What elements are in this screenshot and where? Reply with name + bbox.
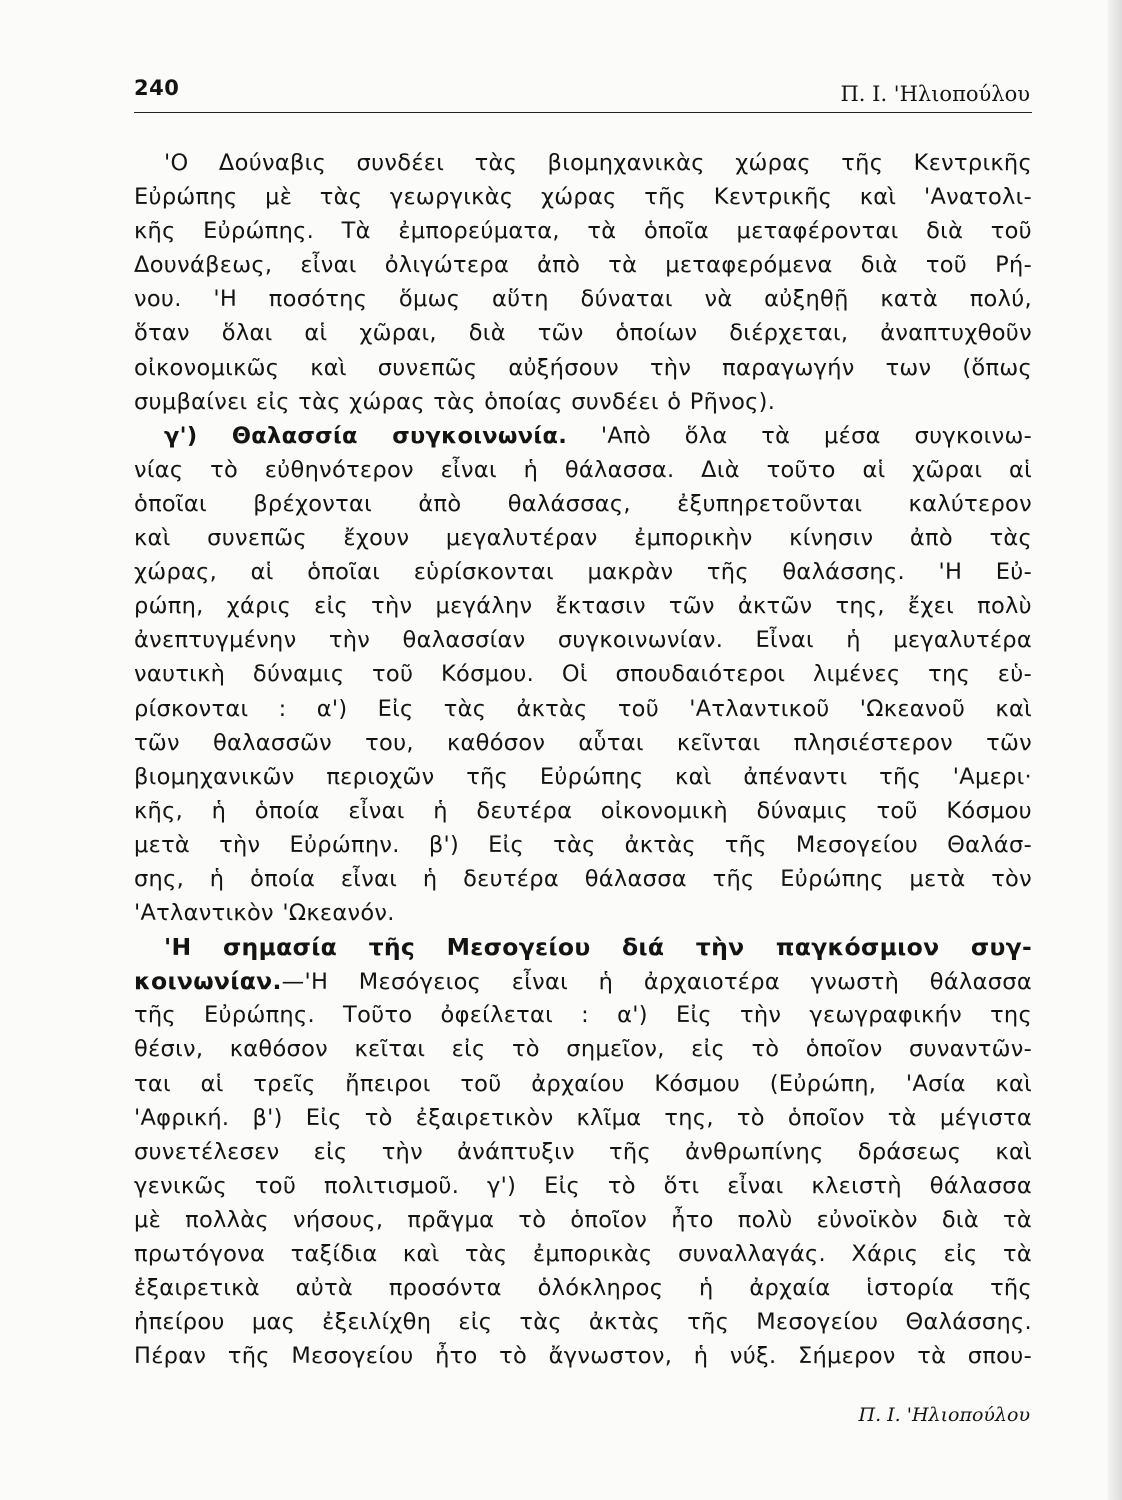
text-line: ρίσκονται : α') Εἰς τὰς ἀκτὰς τοῦ 'Ατλαντικοῦ 'Ωκεανοῦ καὶ <box>134 695 1032 722</box>
text-line: μετὰ τὴν Εὐρώπην. β') Εἰς τὰς ἀκτὰς τῆς Μεσογείου Θαλάσ- <box>134 831 1032 858</box>
paragraph-sea-transport <box>134 419 1032 930</box>
text-line: θέσιν, καθόσον κεῖται εἰς τὸ σημεῖον, εἰς τὸ ὁποῖον συναντῶν- <box>134 1036 1032 1063</box>
text-line: γενικῶς τοῦ πολιτισμοῦ. γ') Εἰς τὸ ὅτι εἶναι κλειστὴ θάλασσα <box>134 1172 1032 1199</box>
scan-edge-shadow <box>1108 0 1122 1500</box>
text-line: ὁποῖαι βρέχονται ἀπὸ θαλάσσας, ἐξυπηρετοῦνται καλύτερον <box>134 490 1032 517</box>
heading-line-rest: 'Απὸ ὅλα τὰ μέσα συγκοινω- <box>567 422 1033 449</box>
text-line: 'Αφρική. β') Εἰς τὸ ἐξαιρετικὸν κλῖμα της, τὸ ὁποῖον τὰ μέγιστα <box>134 1104 1032 1131</box>
text-line: ἐξαιρετικὰ αὐτὰ προσόντα ὁλόκληρος ἡ ἀρχαία ἱστορία τῆς <box>134 1275 1032 1302</box>
text-line: κῆς Εὐρώπης. Τὰ ἐμπορεύματα, τὰ ὁποῖα μεταφέρονται διὰ τοῦ <box>134 218 1032 245</box>
page-number: 240 <box>134 76 180 100</box>
text-line: μὲ πολλὰς νήσους, πρᾶγμα τὸ ὁποῖον ἦτο πολὺ εὐνοϊκὸν διὰ τὰ <box>134 1206 1032 1233</box>
running-head: Π. Ι. 'Ηλιοπούλου <box>840 82 1030 106</box>
text-line: ὅταν ὅλαι αἱ χῶραι, διὰ τῶν ὁποίων διέρχεται, ἀναπτυχθοῦν <box>134 320 1032 347</box>
text-line: συμβαίνει εἰς τὰς χώρας τὰς ὁποίας συνδέει ὁ Ρῆνος). <box>134 388 776 415</box>
text-line: κῆς, ἡ ὁποία εἶναι ἡ δευτέρα οἰκονομικὴ δύναμις τοῦ Κόσμου <box>134 797 1032 824</box>
page-body <box>134 146 1032 1373</box>
paragraph-mediterranean <box>134 930 1032 1373</box>
text-line: τῆς Εὐρώπης. Τοῦτο ὀφείλεται : α') Εἰς τὴν γεωγραφικήν της <box>134 1002 1032 1029</box>
text-line: τῶν θαλασσῶν του, καθόσον αὗται κεῖνται πλησιέστερον τῶν <box>134 729 1032 756</box>
text-line: ἠπείρου μας ἐξειλίχθη εἰς τὰς ἀκτὰς τῆς Μεσογείου Θαλάσσης. <box>134 1309 1032 1336</box>
text-line: Δουνάβεως, εἶναι ὀλιγώτερα ἀπὸ τὰ μεταφερόμενα διὰ τοῦ Ρή- <box>134 252 1032 279</box>
text-line: βιομηχανικῶν περιοχῶν τῆς Εὐρώπης καὶ ἀπέναντι τῆς 'Αμερι· <box>134 763 1032 790</box>
section-heading: 'Η σημασία τῆς Μεσογείου διά τὴν παγκόσμιον συγ- <box>164 933 1032 962</box>
text-line: ται αἱ τρεῖς ἤπειροι τοῦ ἀρχαίου Κόσμου (Εὐρώπη, 'Ασία καὶ <box>134 1070 1032 1097</box>
footer-signature: Π. Ι. 'Ηλιοπούλου <box>858 1404 1030 1426</box>
section-heading-continued: κοινωνίαν. <box>134 967 282 996</box>
text-line: χώρας, αἱ ὁποῖαι εὑρίσκονται μακρὰν τῆς θαλάσσης. 'Η Εὐ- <box>134 559 1032 586</box>
page-header <box>134 72 1032 113</box>
text-line: συνετέλεσεν εἰς τὴν ἀνάπτυξιν τῆς ἀνθρωπίνης δράσεως καὶ <box>134 1138 1032 1165</box>
text-line <box>134 419 1032 453</box>
paragraph-danube <box>134 146 1032 419</box>
text-line: ἀνεπτυγμένην τὴν θαλασσίαν συγκοινωνίαν. Εἶναι ἡ μεγαλυτέρα <box>134 627 1032 654</box>
text-line: 'Ατλαντικὸν 'Ωκεανόν. <box>134 900 395 927</box>
text-line: σης, ἡ ὁποία εἶναι ἡ δευτέρα θάλασσα τῆς Εὐρώπης μετὰ τὸν <box>134 865 1032 892</box>
text-line: ρώπη, χάρις εἰς τὴν μεγάλην ἔκτασιν τῶν ἀκτῶν της, ἔχει πολὺ <box>134 593 1032 620</box>
text-line <box>134 964 1032 998</box>
text-line: 'Ο Δούναβις συνδέει τὰς βιομηχανικὰς χώρας τῆς Κεντρικῆς <box>164 150 1032 176</box>
text-line: Πέραν τῆς Μεσογείου ἦτο τὸ ἄγνωστον, ἡ νύξ. Σήμερον τὰ σπου- <box>134 1343 1032 1370</box>
text-line: οἰκονομικῶς καὶ συνεπῶς αὐξήσουν τὴν παραγωγήν των (ὅπως <box>134 354 1032 381</box>
text-line: Εὐρώπης μὲ τὰς γεωργικὰς χώρας τῆς Κεντρικῆς καὶ 'Ανατολι- <box>134 184 1032 211</box>
text-line: ναυτικὴ δύναμις τοῦ Κόσμου. Οἱ σπουδαιότεροι λιμένες της εὑ- <box>134 661 1032 688</box>
text-line: καὶ συνεπῶς ἔχουν μεγαλυτέραν ἐμπορικὴν κίνησιν ἀπὸ τὰς <box>134 525 1032 552</box>
text-line: πρωτόγονα ταξίδια καὶ τὰς ἐμπορικὰς συναλλαγάς. Χάρις εἰς τὰ <box>134 1241 1032 1267</box>
text-line: νίας τὸ εὐθηνότερον εἶναι ἡ θάλασσα. Διὰ τοῦτο αἱ χῶραι αἱ <box>134 456 1032 483</box>
heading-line-rest: —'Η Μεσόγειος εἶναι ἡ ἀρχαιοτέρα γνωστὴ θάλασσα <box>281 969 1032 996</box>
text-line: νου. 'Η ποσότης ὅμως αὕτη δύναται νὰ αὐξηθῇ κατὰ πολύ, <box>134 286 1032 313</box>
section-heading: γ') Θαλασσία συγκοινωνία. <box>164 422 568 449</box>
